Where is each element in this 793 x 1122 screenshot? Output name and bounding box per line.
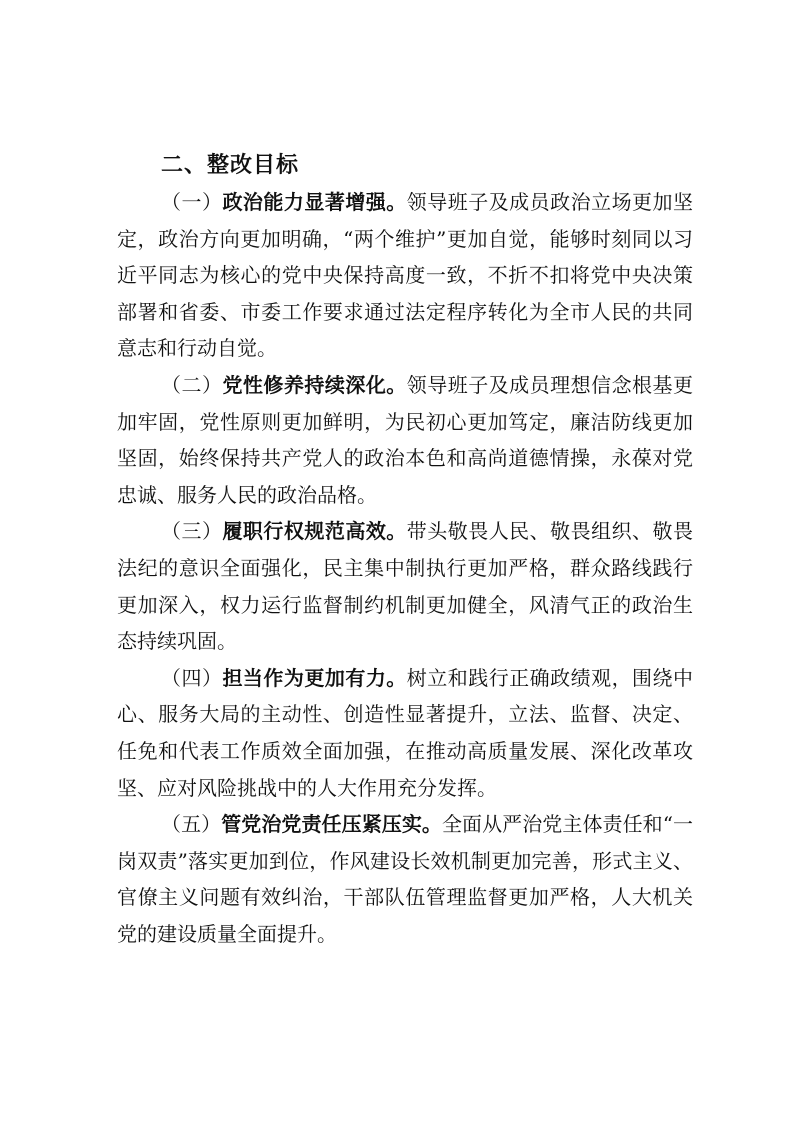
paragraph-prefix: （四） bbox=[161, 665, 223, 690]
paragraph-prefix: （一） bbox=[161, 190, 223, 214]
paragraph-prefix: （五） bbox=[161, 812, 222, 837]
paragraph-prefix: （三） bbox=[161, 519, 223, 544]
paragraph-goal-5 bbox=[117, 806, 693, 952]
paragraph-body: 领导班子及成员政治立场更加坚定，政治方向更加明确，“两个维护”更加自觉，能够时刻同以习近平同志为核心的党中央保持高度一致，不折不扣将党中央决策部署和省委、市委工作要求通过法定程序转化为全市人民的共同意志和行动自觉。 bbox=[117, 190, 694, 361]
paragraph-lead: 党性修养持续深化。 bbox=[222, 372, 407, 397]
paragraph-goal-3 bbox=[117, 513, 693, 659]
paragraph-body: 领导班子及成员理想信念根基更加牢固，党性原则更加鲜明，为民初心更加笃定，廉洁防线更加坚固，始终保持共产党人的政治本色和高尚道德情操，永葆对党忠诚、服务人民的政治品格。 bbox=[117, 372, 694, 507]
paragraph-body: 带头敬畏人民、敬畏组织、敬畏法纪的意识全面强化，民主集中制执行更加严格，群众路线践行更加深入，权力运行监督制约机制更加健全，风清气正的政治生态持续巩固。 bbox=[117, 519, 694, 654]
document-page bbox=[117, 150, 693, 952]
section-title: 二、整改目标 bbox=[161, 153, 300, 178]
paragraph-lead: 担当作为更加有力。 bbox=[222, 665, 407, 690]
paragraph-goal-2 bbox=[117, 367, 693, 513]
paragraph-lead: 管党治党责任压紧压实。 bbox=[221, 812, 442, 837]
paragraph-prefix: （二） bbox=[161, 372, 223, 397]
paragraph-lead: 政治能力显著增强。 bbox=[222, 190, 407, 214]
paragraph-body: 全面从严治党主体责任和“一岗双责”落实更加到位，作风建设长效机制更加完善，形式主义、官僚主义问题有效纠治，干部队伍管理监督更加严格，人大机关党的建设质量全面提升。 bbox=[117, 812, 694, 946]
paragraph-goal-4 bbox=[117, 660, 693, 806]
paragraph-body: 树立和践行正确政绩观，围绕中心、服务大局的主动性、创造性显著提升，立法、监督、决定、任免和代表工作质效全面加强，在推动高质量发展、深化改革攻坚、应对风险挑战中的人大作用充分发挥。 bbox=[117, 665, 694, 800]
paragraph-goal-1 bbox=[117, 184, 693, 367]
paragraph-lead: 履职行权规范高效。 bbox=[222, 519, 407, 544]
